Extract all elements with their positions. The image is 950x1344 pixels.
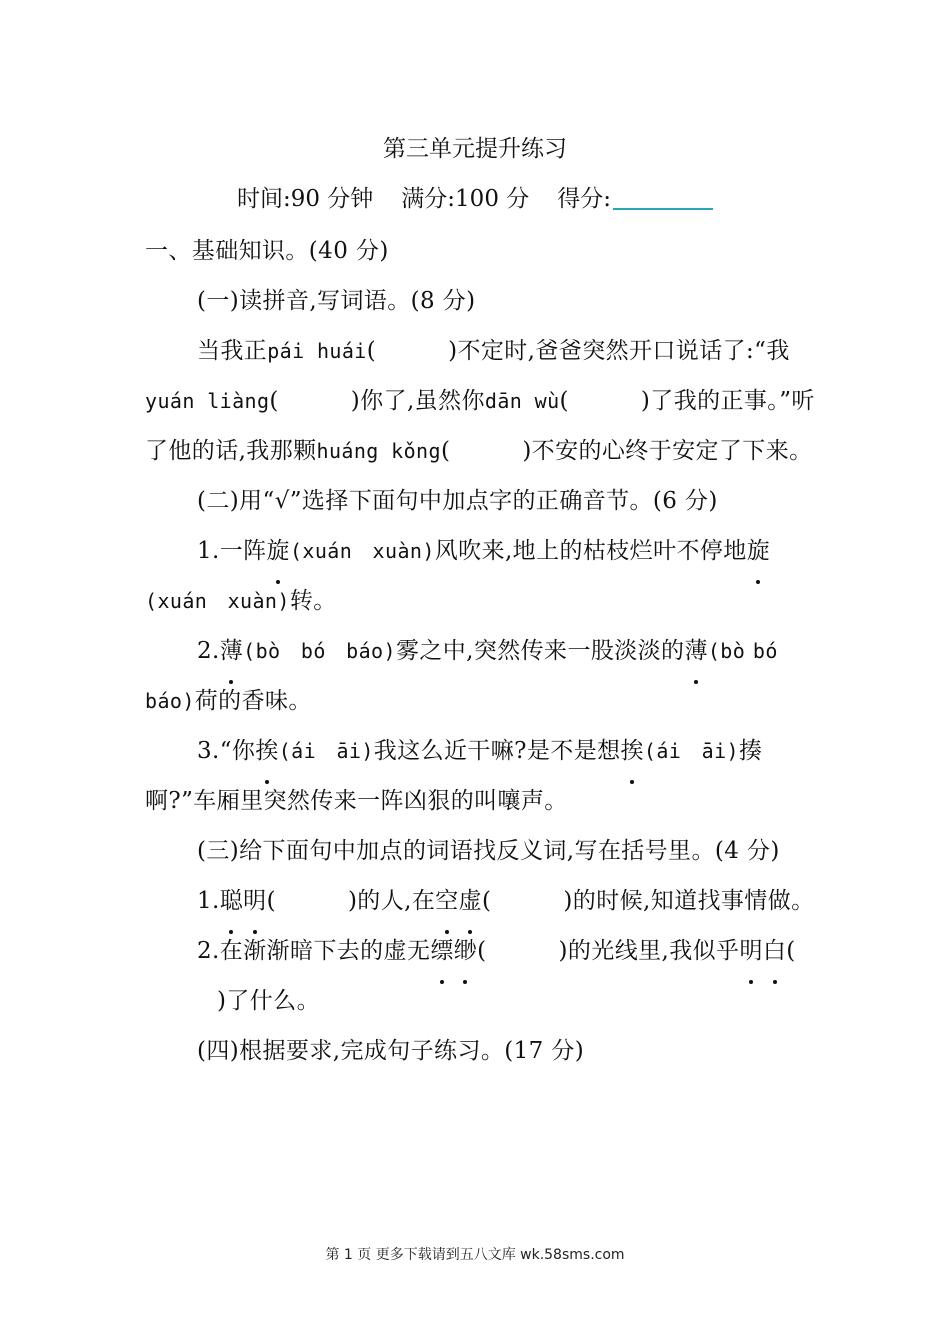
part3-heading: (三)给下面句中加点的词语找反义词,写在括号里。(4 分) [197,838,780,864]
pinyin: yuán liàng [145,389,270,413]
exam-meta [0,182,950,216]
part1-passage: 当我正pái huái( )不定时,爸爸突然开口说话了:“我yuán liàng( )你了,虽然你dān wù( )了我的正事。”听了他的话,我那颗huáng kǒng( )不安的心终于安定了下来。 [145,338,815,464]
part2-question-1: 1.一阵旋(xuán xuàn)风吹来,地上的枯枝烂叶不停地旋(xuán xuàn)转。 [145,526,815,626]
dotted-char: 虚 [459,876,482,926]
pinyin-options[interactable]: (ái āi) [643,739,739,763]
pinyin: pái huái [267,339,367,363]
score-label: 得分: [557,186,612,212]
time-limit: 时间:90 分钟 [236,186,374,212]
dotted-char: 旋 [747,526,770,576]
part2-question-3: 3.“你挨(ái āi)我这么近干嘛?是不是想挨(ái āi)揍啊?”车厢里突然传来一阵凶狠的叫嚷声。 [145,726,815,826]
part2-question-2: 2.薄(bò bó báo)雾之中,突然传来一股淡淡的薄(bò bó báo)荷的香味。 [145,626,815,726]
page-footer: 第 1 页 更多下载请到五八文库 wk.58sms.com [325,1247,625,1263]
pinyin-options[interactable]: (xuán xuàn) [289,539,435,563]
score-blank[interactable] [613,184,713,210]
part3-question-2: 2.在渐渐暗下去的虚无缥缈( )的光线里,我似乎明白()了什么。 [145,926,815,1026]
part3-question-1: 1.聪明( )的人,在空虚( )的时候,知道找事情做。 [145,876,815,926]
pinyin-options[interactable]: (bò bó báo) [243,639,396,663]
part1-heading: (一)读拼音,写词语。(8 分) [197,288,476,314]
pinyin-options[interactable]: bó báo) [145,639,799,713]
dotted-char: 旋 [267,526,290,576]
dotted-char: 聪 [220,876,243,926]
pinyin-options[interactable]: (xuán xuàn) [145,589,290,613]
dotted-char: 薄 [684,626,707,676]
dotted-char: 薄 [220,626,243,676]
dotted-char: 明 [739,926,762,976]
dotted-char: 挨 [621,726,644,776]
section-heading: 一、基础知识。(40 分) [145,238,389,264]
pinyin-options[interactable]: (ái āi) [278,739,374,763]
dotted-char: 缈 [454,926,477,976]
pinyin: huáng kǒng [316,439,441,463]
exam-body [145,226,815,1076]
dotted-char: 白 [763,926,786,976]
pinyin: dān wù [484,389,560,413]
page-title: 第三单元提升练习 [383,136,567,162]
dotted-char: 缥 [430,926,453,976]
dotted-char: 明 [243,876,266,926]
full-score: 满分:100 分 [401,186,530,212]
part4-heading: (四)根据要求,完成句子练习。(17 分) [197,1038,585,1064]
dotted-char: 空 [435,876,458,926]
pinyin-options[interactable]: (bò [707,639,746,663]
part2-heading: (二)用“√”选择下面句中加点字的正确音节。(6 分) [197,488,718,514]
dotted-char: 挨 [255,726,278,776]
